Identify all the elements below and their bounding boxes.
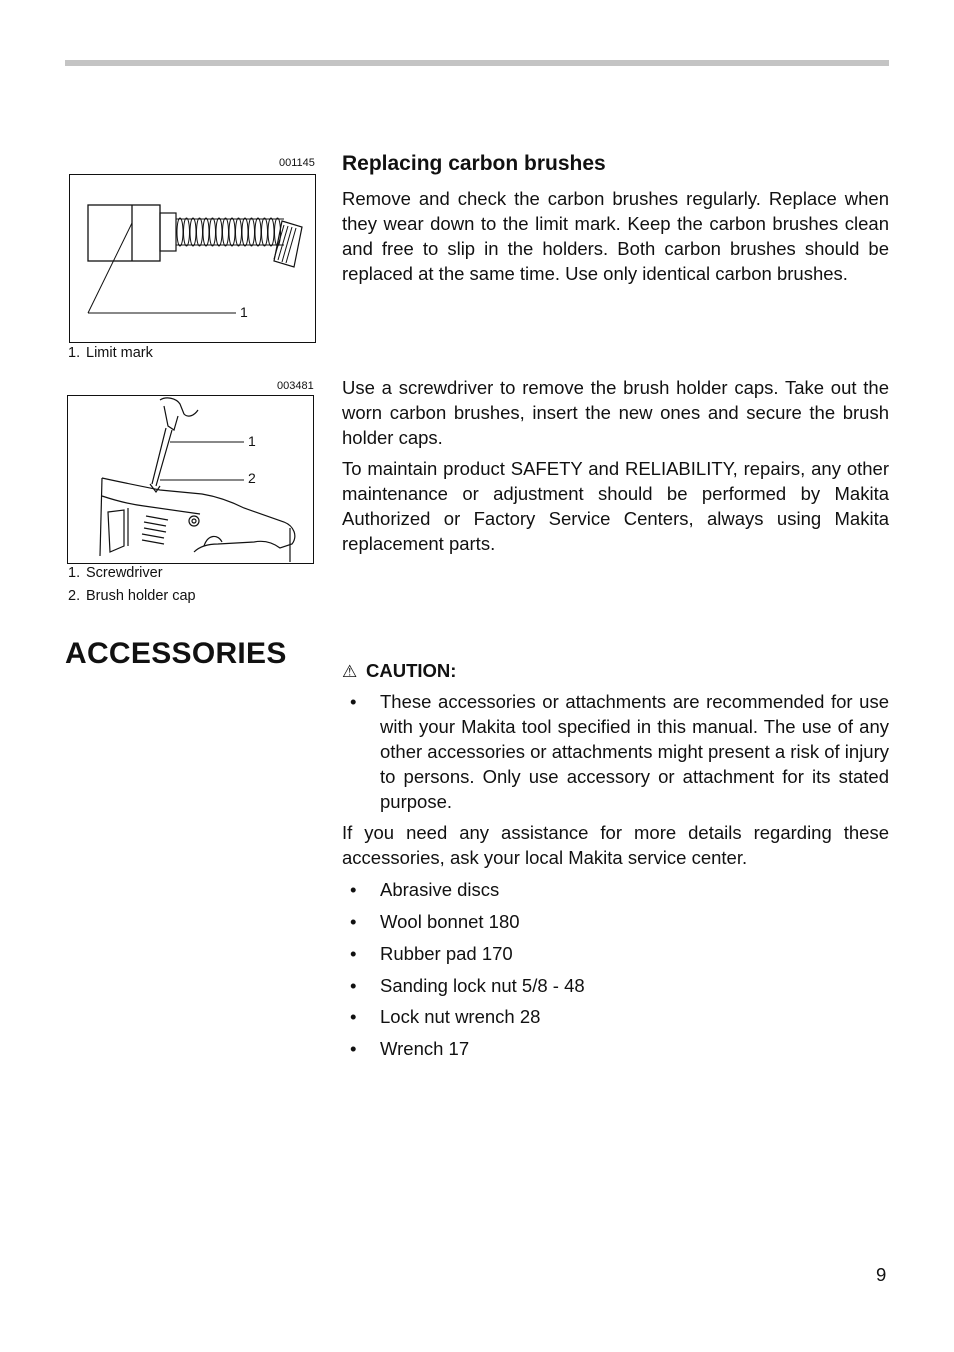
carbon-brush-figure [69, 174, 316, 343]
legend-screwdriver: 1. Screwdriver [68, 565, 163, 581]
screwdriver-figure [67, 395, 314, 564]
paragraph-remove-caps: Use a screwdriver to remove the brush holder caps. Take out the worn carbon brushes, insert the new ones and secure the brush holder caps. [342, 377, 889, 448]
legend-brush-holder-cap: 2. Brush holder cap [68, 588, 196, 604]
paragraph-check-brushes: Remove and check the carbon brushes regularly. Replace when they wear down to the limit mark. Keep the carbon brushes clean and free to slip in the holders. Both carbon brushes should be replaced at the same time. Use only identical carbon brushes. [342, 188, 889, 284]
accessory-item: • Wrench 17 [350, 1038, 470, 1059]
figure2-code: 003481 [277, 380, 314, 392]
callout-1: 1 [240, 304, 248, 320]
page-number: 9 [876, 1264, 887, 1285]
figure1-code: 001145 [279, 157, 315, 169]
bullet-icon: • [350, 691, 357, 712]
legend-limit-mark: 1. Limit mark [68, 345, 153, 361]
caution-bullet: • These accessories or attachments are recommended for use with your Makita tool specified in this manual. The use of any other accessories or attachments might present a risk of injury to persons. Only use accessory or attachment for its stated purpose. [350, 691, 889, 812]
paragraph-assistance: If you need any assistance for more details regarding these accessories, ask your local Makita service center. [342, 822, 889, 868]
top-rule [65, 60, 889, 66]
carbon-brush-illustration [70, 175, 317, 344]
section-heading-replacing-carbon-brushes: Replacing carbon brushes [342, 152, 606, 175]
accessory-item: • Sanding lock nut 5/8 - 48 [350, 975, 585, 996]
paragraph-safety-reliability: To maintain product SAFETY and RELIABILITY, repairs, any other maintenance or adjustment should be performed by Makita Authorized or Factory Service Centers, always using Makita replacement parts. [342, 458, 889, 554]
callout-1: 1 [248, 433, 256, 449]
accessory-item: • Abrasive discs [350, 879, 500, 900]
caution-label: ⚠ CAUTION: [342, 660, 457, 681]
grinder-screwdriver-illustration [68, 396, 315, 565]
accessory-item: • Wool bonnet 180 [350, 911, 520, 932]
accessory-item: • Lock nut wrench 28 [350, 1006, 541, 1027]
accessory-item: • Rubber pad 170 [350, 943, 513, 964]
callout-2: 2 [248, 470, 256, 486]
warning-triangle-icon: ⚠ [342, 662, 358, 681]
accessories-heading: ACCESSORIES [65, 637, 287, 670]
